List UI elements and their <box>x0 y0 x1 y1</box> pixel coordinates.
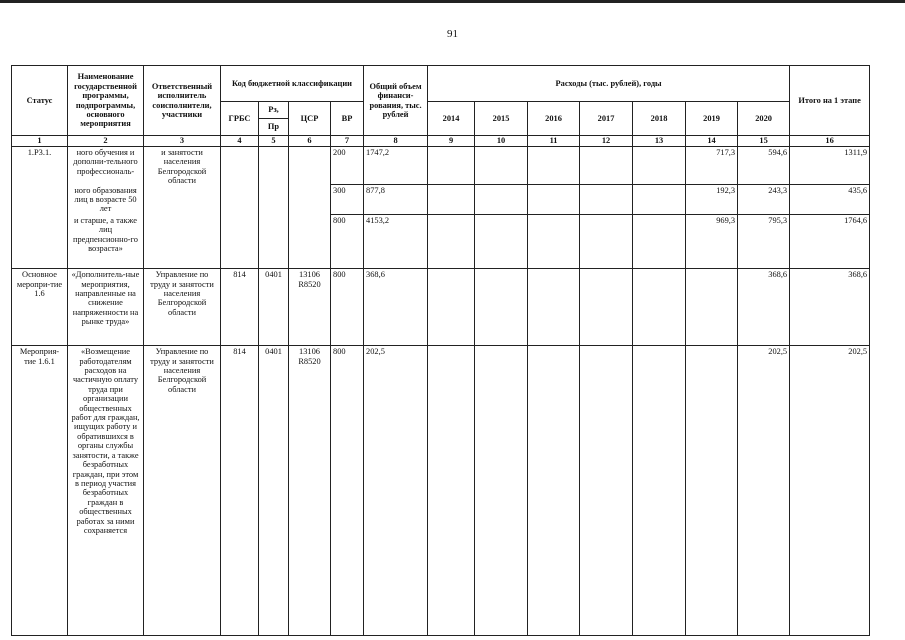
column-number: 15 <box>738 136 790 147</box>
year-2020-cell: 243,3 <box>738 185 790 215</box>
stage-total-cell: 1764,6 <box>790 215 870 269</box>
header-total-funding: Общий объем финанси-рования, тыс. рублей <box>364 66 428 136</box>
executor-cell: и занятости населения Белгородской области <box>144 147 221 269</box>
column-number: 10 <box>475 136 528 147</box>
header-year: 2019 <box>686 102 738 136</box>
vr-cell: 200 <box>331 147 364 185</box>
header-stage-total: Итого на 1 этапе <box>790 66 870 136</box>
year-2019-cell: 717,3 <box>686 147 738 185</box>
top-border-line <box>0 0 905 3</box>
column-number: 14 <box>686 136 738 147</box>
rzpr-cell: 0401 <box>259 346 289 636</box>
csr-cell: 13106 R8520 <box>289 269 331 346</box>
column-number: 12 <box>580 136 633 147</box>
table-row <box>12 147 870 185</box>
rzpr-cell: 0401 <box>259 269 289 346</box>
header-year: 2014 <box>428 102 475 136</box>
header-year: 2017 <box>580 102 633 136</box>
header-grbs: ГРБС <box>221 102 259 136</box>
status-cell: Мероприя-тие 1.6.1 <box>12 346 68 636</box>
vr-cell: 800 <box>331 215 364 269</box>
column-number: 5 <box>259 136 289 147</box>
year-2019-cell: 969,3 <box>686 215 738 269</box>
year-2019-cell: 192,3 <box>686 185 738 215</box>
total-funding-cell: 4153,2 <box>364 215 428 269</box>
stage-total-cell: 368,6 <box>790 269 870 346</box>
page-number: 91 <box>447 28 458 40</box>
grbs-cell: 814 <box>221 269 259 346</box>
column-number: 7 <box>331 136 364 147</box>
grbs-cell: 814 <box>221 346 259 636</box>
total-funding-cell: 877,8 <box>364 185 428 215</box>
header-expenses: Расходы (тыс. рублей), годы <box>428 66 790 102</box>
table-row <box>12 185 870 215</box>
year-2020-cell: 594,6 <box>738 147 790 185</box>
column-number: 13 <box>633 136 686 147</box>
column-number: 2 <box>68 136 144 147</box>
column-number: 16 <box>790 136 870 147</box>
table-row <box>12 269 870 346</box>
header-rz: Рз, <box>259 102 289 119</box>
program-name-cell: «Дополнитель-ные мероприятия, направленные на снижение напряженности на рынке труда» <box>68 269 144 346</box>
program-name-cell: ного обучения и дополни-тельного профессиональ- <box>68 147 144 185</box>
header-year: 2015 <box>475 102 528 136</box>
status-cell: Основное меропри-тие 1.6 <box>12 269 68 346</box>
column-number: 9 <box>428 136 475 147</box>
budget-table <box>11 65 870 636</box>
total-funding-cell: 368,6 <box>364 269 428 346</box>
column-number: 4 <box>221 136 259 147</box>
header-program: Наименование государственной программы, подпрограммы, основного мероприятия <box>68 66 144 136</box>
total-funding-cell: 202,5 <box>364 346 428 636</box>
stage-total-cell: 1311,9 <box>790 147 870 185</box>
header-year: 2020 <box>738 102 790 136</box>
year-2020-cell: 795,3 <box>738 215 790 269</box>
header-executor: Ответственный исполнитель соисполнители, участники <box>144 66 221 136</box>
column-number: 1 <box>12 136 68 147</box>
program-name-cell: ного образования лиц в возрасте 50 лет <box>68 185 144 215</box>
total-funding-cell: 1747,2 <box>364 147 428 185</box>
table-row <box>12 215 870 269</box>
executor-cell: Управление по труду и занятости населения Белгородской области <box>144 269 221 346</box>
table-row <box>12 346 870 636</box>
vr-cell: 800 <box>331 269 364 346</box>
vr-cell: 800 <box>331 346 364 636</box>
csr-cell: 13106 R8520 <box>289 346 331 636</box>
executor-cell: Управление по труду и занятости населения Белгородской области <box>144 346 221 636</box>
header-vr: ВР <box>331 102 364 136</box>
column-number: 8 <box>364 136 428 147</box>
header-pr: Пр <box>259 119 289 136</box>
header-csr: ЦСР <box>289 102 331 136</box>
column-number: 3 <box>144 136 221 147</box>
header-year: 2016 <box>528 102 580 136</box>
header-budget-code: Код бюджетной классификации <box>221 66 364 102</box>
header-year: 2018 <box>633 102 686 136</box>
year-2020-cell: 202,5 <box>738 346 790 636</box>
column-number: 6 <box>289 136 331 147</box>
program-name-cell: «Возмещение работодателям расходов на частичную оплату труда при организации общественных работ для граждан, ищущих работу и обратившихся в органы службы занятости, а также безработных граждан, при этом в период участия безработных граждан в общественных работах за ними сохраняется <box>68 346 144 636</box>
program-name-cell: и старше, а также лиц предпенсионно-го возраста» <box>68 215 144 269</box>
year-2020-cell: 368,6 <box>738 269 790 346</box>
column-number: 11 <box>528 136 580 147</box>
status-cell: 1.Р3.1. <box>12 147 68 269</box>
header-status: Статус <box>12 66 68 136</box>
vr-cell: 300 <box>331 185 364 215</box>
stage-total-cell: 202,5 <box>790 346 870 636</box>
stage-total-cell: 435,6 <box>790 185 870 215</box>
